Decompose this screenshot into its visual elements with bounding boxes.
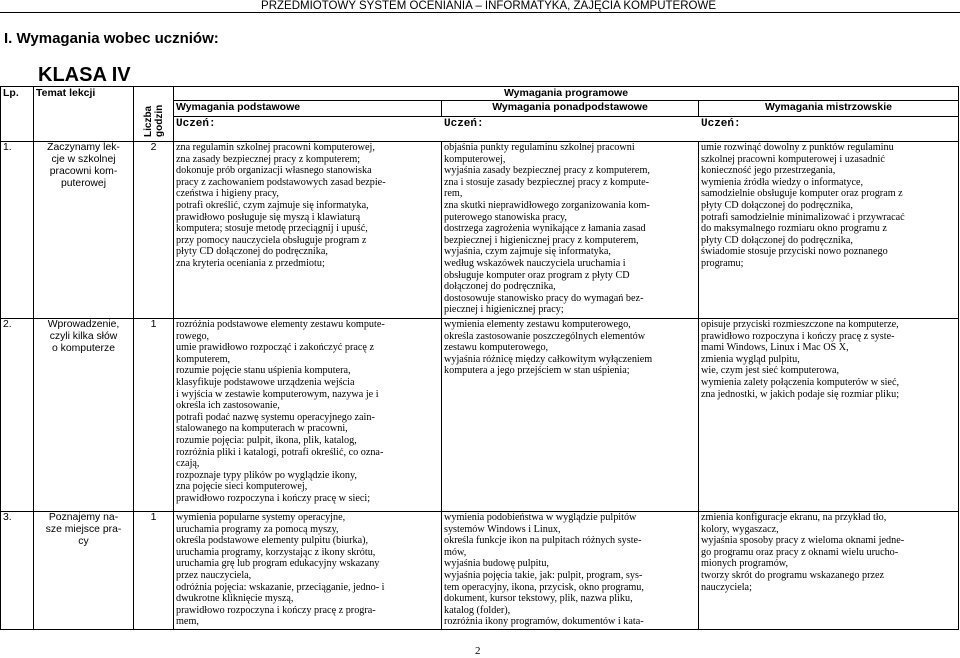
text-line: wyjaśnia sposoby pracy z wieloma oknami jedne-	[701, 535, 905, 547]
text-line: Zaczynamy lek-	[47, 142, 120, 153]
text-line: piecznej i higienicznej pracy;	[444, 304, 564, 316]
text-line: wymienia elementy zestawu komputerowego,	[444, 319, 631, 330]
text-line: obsługuje komputer oraz program z płyty CD	[444, 269, 630, 281]
row-3-hours: 1	[134, 512, 174, 630]
row-3-number: 3.	[3, 512, 12, 523]
text-line: według wskazówek nauczyciela uruchamia i	[444, 257, 626, 269]
text-line: umie rozwinąć dowolny z punktów regulaminu	[701, 142, 894, 153]
master-header: Wymagania mistrzowskie	[699, 101, 959, 117]
student-label-basic: Uczeń:	[176, 118, 216, 130]
row-1-topic	[34, 142, 134, 319]
text-line: uruchamia grę lub program edukacyjny wskazany	[176, 558, 380, 570]
row-1-num	[1, 142, 34, 319]
text-line: programu;	[701, 257, 744, 269]
text-line: czeństwa i higieny pracy,	[176, 188, 279, 200]
text-line: wyjaśnia różnicę między całkowitym wyłączeniem	[444, 353, 653, 365]
student-label-extended: Uczeń:	[444, 118, 484, 130]
text-line: rozróżnia pliki i katalogi, potrafi określić, co ozna-	[176, 446, 384, 458]
text-line: klasyfikuje podstawowe urządzenia wejścia	[176, 376, 355, 388]
text-line: zna kryteria oceniania z przedmiotu;	[176, 257, 325, 269]
extended-header: Wymagania ponadpodstawowe	[442, 101, 699, 117]
text-line: zna pojęcie sieci komputerowej,	[176, 481, 308, 493]
text-line: opisuje przyciski rozmieszczone na komputerze,	[701, 319, 899, 330]
programmatic-header: Wymagania programowe	[174, 87, 959, 101]
text-line: stalowanego na komputerach w pracowni,	[176, 423, 348, 435]
row-3-master	[699, 512, 959, 630]
text-line: rozróżnia podstawowe elementy zestawu kompute-	[176, 319, 385, 330]
row-1-hours: 2	[134, 142, 174, 319]
text-line: określa ich zastosowanie,	[176, 400, 280, 412]
text-line: zna regulamin szkolnej pracowni komputerowej,	[176, 142, 375, 153]
text-line: kolory, wygaszacz,	[701, 523, 779, 535]
text-line: płyty CD dołączonej do podręcznika,	[701, 234, 853, 246]
text-line: komputerowej,	[444, 153, 506, 165]
text-line: dokument, kursor tekstowy, plik, nazwa pliku,	[444, 593, 633, 605]
row-2-hours: 1	[134, 319, 174, 512]
text-line: zna jednostki, w jakich podaje się rozmiar pliku;	[701, 388, 900, 400]
row-1-basic	[174, 142, 442, 319]
header-divider	[0, 12, 960, 13]
text-line: umie prawidłowo rozpocząć i zakończyć pracę z	[176, 342, 374, 354]
text-line: uruchamia programy, korzystając z ikony skrótu,	[176, 546, 376, 558]
text-line: wymienia popularne systemy operacyjne,	[176, 512, 346, 523]
text-line: rozumie pojęcia: pulpit, ikona, plik, katalog,	[176, 434, 357, 446]
page-number: 2	[475, 645, 481, 657]
hours-header-cell	[134, 87, 174, 142]
text-line: rozróżnia ikony programów, dokumentów i kata-	[444, 616, 644, 628]
text-line: komputera a jego przejściem w stan uśpienia;	[444, 365, 630, 377]
text-line: przez nauczyciela,	[176, 569, 252, 581]
text-line: samodzielnie obsługuje komputer oraz program z	[701, 188, 903, 200]
text-line: zna zasady bezpiecznej pracy z komputerem;	[176, 153, 361, 165]
text-line: tworzy skrót do programu wskazanego przez	[701, 569, 885, 581]
text-line: katalog (folder),	[444, 604, 511, 616]
text-line: cy	[78, 536, 89, 547]
text-line: prawidłowo rozpoczyna i kończy pracę z syste-	[701, 330, 895, 342]
text-line: prawidłowo rozpoczyna i kończy pracę w sieci;	[176, 492, 371, 504]
text-line: rozumie pojęcie stanu uśpienia komputera,	[176, 365, 351, 377]
text-line: określa podstawowe elementy pulpitu (biurka),	[176, 535, 369, 547]
row-3-num	[1, 512, 34, 630]
text-line: mami Windows, Linux i Mac OS X,	[701, 342, 849, 354]
lp-header: Lp.	[1, 87, 34, 142]
row-3-topic	[34, 512, 134, 630]
text-line: szkolnej pracowni komputerowej i uzasadnić	[701, 153, 885, 165]
text-line: prawidłowo posługuje się myszą i klawiaturą	[176, 211, 361, 223]
text-line: określa zastosowanie poszczególnych elementów	[444, 330, 646, 342]
text-line: bezpiecznej i higienicznej pracy z komputerem,	[444, 234, 639, 246]
text-line: dostrzega zagrożenia wynikające z łamania zasad	[444, 223, 646, 235]
requirements-table	[0, 86, 959, 630]
row-1-number: 1.	[3, 142, 12, 153]
hours-header: Liczba godzin	[142, 104, 165, 137]
student-label-master: Uczeń:	[701, 118, 741, 130]
running-header	[0, 0, 960, 12]
row-2-topic	[34, 319, 134, 512]
text-line: przy pomocy nauczyciela obsługuje program z	[176, 234, 367, 246]
text-line: zmienia konfiguracje ekranu, na przykład tło,	[701, 512, 887, 523]
text-line: tem operacyjny, ikona, przycisk, okno programu,	[444, 581, 644, 593]
text-line: wyjaśnia zasady bezpiecznej pracy z komputerem,	[444, 165, 650, 177]
text-line: pracowni kom-	[49, 166, 118, 177]
text-line: wymienia podobieństwa w wyglądzie pulpitów	[444, 512, 637, 523]
text-line: zna skutki nieprawidłowego zorganizowania kom-	[444, 199, 650, 211]
text-line: go programu oraz pracy z oknami wielu urucho-	[701, 546, 899, 558]
text-line: nauczyciela;	[701, 581, 752, 593]
text-line: odróżnia pojęcia: wskazanie, przeciąganie, jedno- i	[176, 581, 385, 593]
text-line: płyty CD dołączonej do podręcznika,	[176, 246, 328, 258]
text-line: Wprowadzenie,	[47, 319, 120, 330]
text-line: rem,	[444, 188, 463, 200]
row-2-number: 2.	[3, 319, 12, 330]
text-line: mem,	[176, 616, 199, 628]
basic-header: Wymagania podstawowe	[174, 101, 442, 117]
text-line: i wyjścia w zestawie komputerowym, nazywa je i	[176, 388, 379, 400]
text-line: komputerem,	[176, 353, 231, 365]
row-2-num	[1, 319, 34, 512]
row-2-extended	[442, 319, 699, 512]
text-line: wyjaśnia, czym zajmuje się informatyka,	[444, 246, 611, 258]
text-line: Poznajemy na-	[48, 512, 119, 523]
section-title: I. Wymagania wobec uczniów:	[4, 30, 219, 47]
text-line: potrafi samodzielnie minimalizować i przywracać	[701, 211, 905, 223]
text-line: zna i stosuje zasady bezpiecznej pracy z kompute-	[444, 176, 650, 188]
text-line: czyli kilka słów	[49, 331, 118, 342]
text-line: wymienia zalety połączenia komputerów w sieć,	[701, 376, 900, 388]
text-line: prawidłowo rozpoczyna i kończy pracę z progra-	[176, 604, 376, 616]
text-line: określa funkcje ikon na pulpitach różnych syste-	[444, 535, 642, 547]
text-line: komputera; stosuje metodę przeciągnij i upuść,	[176, 223, 368, 235]
text-line: dokonuje prób organizacji własnego stanowiska	[176, 165, 372, 177]
text-line: potrafi podać nazwę systemu operacyjnego zain-	[176, 411, 375, 423]
text-line: rozpoznaje typy plików po wyglądzie ikony,	[176, 469, 357, 481]
running-header-title: PRZEDMIOTOWY SYSTEM OCENIANIA – INFORMATYKA, ZAJĘCIA KOMPUTEROWE	[261, 0, 716, 12]
text-line: mów,	[444, 546, 467, 558]
text-line: zestawu komputerowego,	[444, 342, 549, 354]
text-line: wyjaśnia pojęcia takie, jak: pulpit, program, sys-	[444, 569, 643, 581]
text-line: o komputerze	[52, 343, 115, 354]
text-line: uruchamia programy za pomocą myszy,	[176, 523, 339, 535]
text-line: wymienia źródła wiedzy o informatyce,	[701, 176, 864, 188]
class-title: KLASA IV	[38, 64, 131, 86]
topic-header: Temat lekcji	[34, 87, 134, 142]
row-3-extended	[442, 512, 699, 630]
text-line: puterowego stanowiska pracy,	[444, 211, 567, 223]
row-3-basic	[174, 512, 442, 630]
row-1-extended	[442, 142, 699, 319]
text-line: dwukrotne kliknięcie myszą,	[176, 593, 294, 605]
row-1-master	[699, 142, 959, 319]
text-line: dołączonej do podręcznika,	[444, 281, 556, 293]
text-line: cje w szkolnej	[51, 154, 116, 165]
text-line: rowego,	[176, 330, 210, 342]
row-2-master	[699, 319, 959, 512]
text-line: wie, czym jest sieć komputerowa,	[701, 365, 840, 377]
text-line: sze miejsce pra-	[45, 524, 122, 535]
text-line: świadomie stosuje przyciski nowo poznanego	[701, 246, 888, 258]
text-line: czają,	[176, 458, 200, 470]
text-line: zmienia wygląd pulpitu,	[701, 353, 800, 365]
text-line: do maksymalnego rozmiaru okno programu z	[701, 223, 887, 235]
text-line: objaśnia punkty regulaminu szkolnej pracowni	[444, 142, 635, 153]
text-line: konieczność jego przestrzegania,	[701, 165, 836, 177]
row-2-basic	[174, 319, 442, 512]
text-line: dostosowuje stanowisko pracy do wymagań bez-	[444, 292, 644, 304]
chapter-cell	[174, 117, 959, 142]
text-line: płyty CD dołączonej do podręcznika,	[701, 199, 853, 211]
text-line: systemów Windows i Linux,	[444, 523, 561, 535]
text-line: potrafi określić, czym zajmuje się informatyka,	[176, 199, 369, 211]
text-line: mionych programów,	[701, 558, 789, 570]
text-line: pracy z zachowaniem podstawowych zasad bezpie-	[176, 176, 386, 188]
text-line: puterowej	[60, 178, 107, 189]
text-line: wyjaśnia budowę pulpitu,	[444, 558, 549, 570]
